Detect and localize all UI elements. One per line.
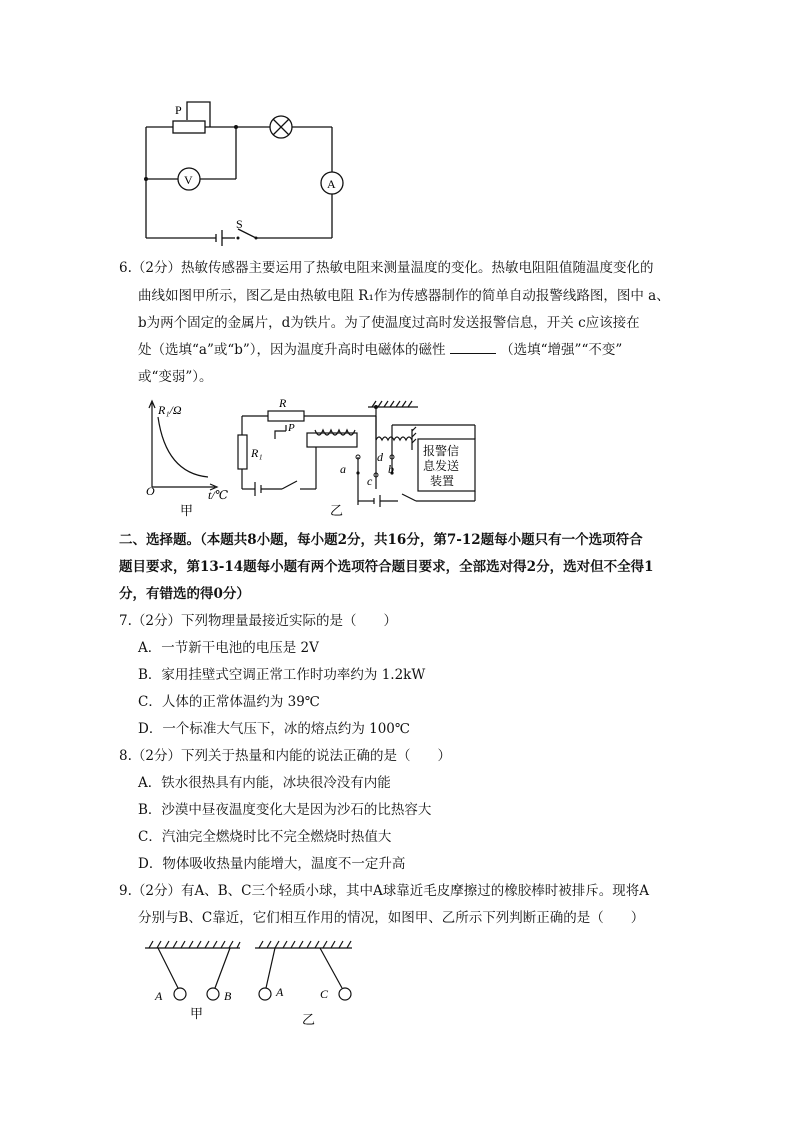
ball-b-label: B — [224, 989, 232, 1003]
q8-option-c[interactable]: C．汽油完全燃烧时比不完全燃烧时热值大 — [138, 829, 392, 845]
q6-line-2: 曲线如图甲所示，图乙是由热敏电阻 R₁作为传感器制作的简单自动报警线路图，图中 a、 — [138, 288, 670, 304]
q7-option-c[interactable]: C．人体的正常体温约为 39℃ — [138, 694, 320, 710]
ball-c-label: C — [320, 987, 329, 1001]
q6-line-5: 或“变弱”）。 — [138, 369, 213, 385]
label-r: R — [279, 396, 287, 410]
q6-answer-blank[interactable] — [450, 341, 496, 354]
q8-option-d[interactable]: D．物体吸收热量内能增大，温度不一定升高 — [138, 856, 406, 872]
thermistor-figure — [140, 395, 485, 520]
label-d: d — [377, 450, 383, 464]
q6-line-3: b为两个固定的金属片，d为铁片。为了使温度过高时发送报警信息，开关 c应该接在 — [138, 315, 640, 331]
label-r1: R₁ — [251, 446, 263, 460]
slider-label: P — [175, 103, 182, 117]
q9-line-1: 9.（2分）有A、B、C三个轻质小球，其中A球靠近毛皮摩擦过的橡胶棒时被排斥。现将A — [119, 883, 649, 899]
caption-yi-balls: 乙 — [302, 1012, 316, 1026]
caption-jia: 甲 — [180, 503, 194, 518]
section-2-line-2: 题目要求，第13-14题每小题有两个选项符合题目要求，全部选对得2分，选对但不全得1 — [119, 559, 654, 575]
q7-option-d[interactable]: D．一个标准大气压下，冰的熔点约为 100℃ — [138, 721, 410, 737]
ammeter-label: A — [327, 177, 336, 191]
alarm-box-line-3: 装置 — [430, 474, 455, 488]
caption-jia-balls: 甲 — [190, 1006, 204, 1021]
label-c: c — [367, 474, 373, 488]
ball-a-label-yi: A — [276, 985, 284, 999]
graph-xlabel: t/℃ — [208, 488, 229, 502]
alarm-box-line-1: 报警信 — [423, 444, 460, 458]
section-2-line-3: 分，有错选的得0分） — [119, 586, 250, 602]
q7-option-a[interactable]: A．一节新干电池的电压是 2V — [138, 640, 319, 656]
q7-stem: 7.（2分）下列物理量最接近实际的是（ ） — [119, 613, 397, 629]
q9-line-2: 分别与B、C靠近，它们相互作用的情况，如图甲、乙所示下列判断正确的是（ ） — [138, 910, 645, 926]
ball-a-label-jia: A — [155, 989, 163, 1003]
q6-line-1: 6.（2分）热敏传感器主要运用了热敏电阻来测量温度的变化。热敏电阻阻值随温度变化的 — [119, 260, 654, 276]
section-2-line-1: 二、选择题。（本题共8小题，每小题2分，共16分，第7-12题每小题只有一个选项符合 — [119, 532, 643, 548]
graph-origin: O — [146, 484, 155, 498]
q8-stem: 8.（2分）下列关于热量和内能的说法正确的是（ ） — [119, 748, 451, 764]
label-a: a — [340, 462, 346, 476]
q6-line-4b: （选填“增强”“不变” — [500, 342, 623, 358]
switch-label: S — [236, 217, 243, 231]
voltmeter-label: V — [184, 173, 193, 187]
q8-option-a[interactable]: A．铁水很热具有内能，冰块很冷没有内能 — [138, 775, 391, 791]
label-b: b — [388, 462, 394, 476]
q6-line-4 — [138, 340, 622, 360]
caption-yi: 乙 — [330, 503, 344, 518]
hanging-balls-figure — [140, 936, 370, 1026]
graph-ylabel: R₁/Ω — [158, 403, 182, 417]
circuit-figure-1 — [130, 92, 350, 252]
alarm-box-line-2: 息发送 — [423, 459, 460, 473]
q7-option-b[interactable]: B．家用挂壁式空调正常工作时功率约为 1.2kW — [138, 667, 426, 683]
label-p: P — [288, 422, 295, 434]
q6-line-4a: 处（选填“a”或“b”），因为温度升高时电磁体的磁性 — [138, 342, 446, 358]
q8-option-b[interactable]: B．沙漠中昼夜温度变化大是因为沙石的比热容大 — [138, 802, 432, 818]
